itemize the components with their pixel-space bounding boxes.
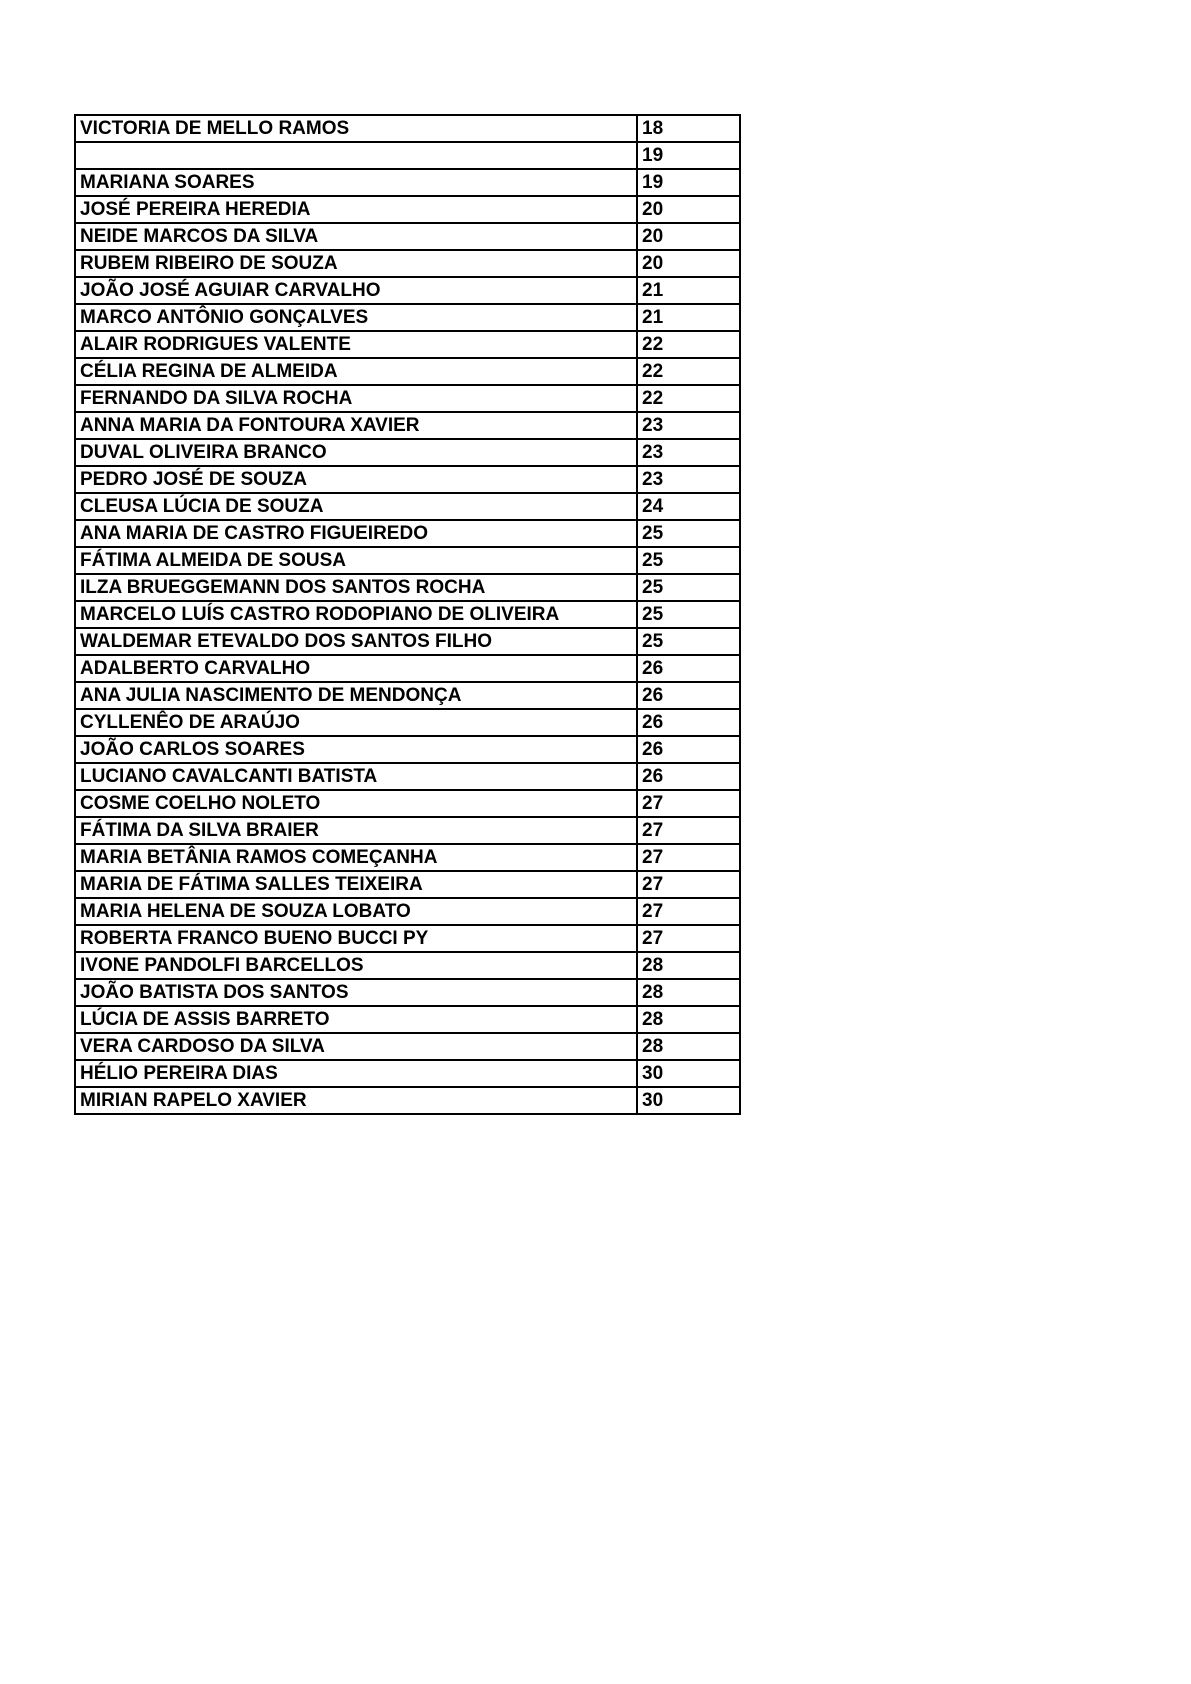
- name-cell: MIRIAN RAPELO XAVIER: [75, 1087, 637, 1114]
- name-cell: MARIA HELENA DE SOUZA LOBATO: [75, 898, 637, 925]
- number-cell: 26: [637, 682, 740, 709]
- name-cell: NEIDE MARCOS DA SILVA: [75, 223, 637, 250]
- number-cell: 30: [637, 1060, 740, 1087]
- number-cell: 25: [637, 574, 740, 601]
- name-cell: VICTORIA DE MELLO RAMOS: [75, 115, 637, 142]
- name-cell: MARIANA SOARES: [75, 169, 637, 196]
- name-cell: CYLLENÊO DE ARAÚJO: [75, 709, 637, 736]
- name-cell: JOSÉ PEREIRA HEREDIA: [75, 196, 637, 223]
- table-row: [75, 439, 740, 466]
- table-row: [75, 763, 740, 790]
- table-row: [75, 142, 740, 169]
- name-cell: ADALBERTO CARVALHO: [75, 655, 637, 682]
- number-cell: 26: [637, 736, 740, 763]
- name-cell: IVONE PANDOLFI BARCELLOS: [75, 952, 637, 979]
- table-row: [75, 655, 740, 682]
- name-cell: LUCIANO CAVALCANTI BATISTA: [75, 763, 637, 790]
- number-cell: 23: [637, 412, 740, 439]
- name-cell: FÁTIMA DA SILVA BRAIER: [75, 817, 637, 844]
- name-cell: ANA MARIA DE CASTRO FIGUEIREDO: [75, 520, 637, 547]
- table-row: [75, 547, 740, 574]
- number-cell: 25: [637, 628, 740, 655]
- number-cell: 27: [637, 790, 740, 817]
- name-cell: HÉLIO PEREIRA DIAS: [75, 1060, 637, 1087]
- name-cell: JOÃO JOSÉ AGUIAR CARVALHO: [75, 277, 637, 304]
- number-cell: 23: [637, 466, 740, 493]
- table-row: [75, 574, 740, 601]
- table-row: [75, 817, 740, 844]
- table-row: [75, 952, 740, 979]
- table-row: [75, 628, 740, 655]
- table-body: [75, 115, 740, 1114]
- number-cell: 18: [637, 115, 740, 142]
- number-cell: 30: [637, 1087, 740, 1114]
- name-cell: FERNANDO DA SILVA ROCHA: [75, 385, 637, 412]
- table-row: [75, 979, 740, 1006]
- number-cell: 19: [637, 142, 740, 169]
- table-row: [75, 790, 740, 817]
- number-cell: 25: [637, 601, 740, 628]
- name-cell: CLEUSA LÚCIA DE SOUZA: [75, 493, 637, 520]
- table-row: [75, 196, 740, 223]
- number-cell: 28: [637, 1033, 740, 1060]
- table-row: [75, 304, 740, 331]
- table-row: [75, 1060, 740, 1087]
- name-cell: RUBEM RIBEIRO DE SOUZA: [75, 250, 637, 277]
- number-cell: 21: [637, 277, 740, 304]
- name-cell: [75, 142, 637, 169]
- table-row: [75, 385, 740, 412]
- name-cell: ANA JULIA NASCIMENTO DE MENDONÇA: [75, 682, 637, 709]
- name-cell: PEDRO JOSÉ DE SOUZA: [75, 466, 637, 493]
- table-row: [75, 466, 740, 493]
- table-row: [75, 250, 740, 277]
- number-cell: 20: [637, 223, 740, 250]
- name-cell: MARIA BETÂNIA RAMOS COMEÇANHA: [75, 844, 637, 871]
- name-cell: ALAIR RODRIGUES VALENTE: [75, 331, 637, 358]
- table-row: [75, 493, 740, 520]
- number-cell: 27: [637, 817, 740, 844]
- number-cell: 23: [637, 439, 740, 466]
- number-cell: 28: [637, 952, 740, 979]
- name-cell: VERA CARDOSO DA SILVA: [75, 1033, 637, 1060]
- number-cell: 28: [637, 979, 740, 1006]
- table-row: [75, 844, 740, 871]
- name-cell: CÉLIA REGINA DE ALMEIDA: [75, 358, 637, 385]
- table-row: [75, 520, 740, 547]
- table-row: [75, 412, 740, 439]
- number-cell: 26: [637, 709, 740, 736]
- table-row: [75, 1006, 740, 1033]
- name-cell: COSME COELHO NOLETO: [75, 790, 637, 817]
- name-cell: DUVAL OLIVEIRA BRANCO: [75, 439, 637, 466]
- number-cell: 25: [637, 520, 740, 547]
- name-cell: MARCO ANTÔNIO GONÇALVES: [75, 304, 637, 331]
- table-row: [75, 331, 740, 358]
- name-cell: WALDEMAR ETEVALDO DOS SANTOS FILHO: [75, 628, 637, 655]
- table-row: [75, 1087, 740, 1114]
- table-row: [75, 115, 740, 142]
- name-cell: MARCELO LUÍS CASTRO RODOPIANO DE OLIVEIRA: [75, 601, 637, 628]
- table-row: [75, 223, 740, 250]
- number-cell: 24: [637, 493, 740, 520]
- names-table: [74, 114, 741, 1115]
- number-cell: 20: [637, 196, 740, 223]
- table-row: [75, 925, 740, 952]
- table-row: [75, 898, 740, 925]
- number-cell: 27: [637, 925, 740, 952]
- table-row: [75, 682, 740, 709]
- number-cell: 21: [637, 304, 740, 331]
- name-cell: LÚCIA DE ASSIS BARRETO: [75, 1006, 637, 1033]
- name-cell: MARIA DE FÁTIMA SALLES TEIXEIRA: [75, 871, 637, 898]
- number-cell: 22: [637, 358, 740, 385]
- name-cell: JOÃO BATISTA DOS SANTOS: [75, 979, 637, 1006]
- number-cell: 22: [637, 385, 740, 412]
- name-cell: JOÃO CARLOS SOARES: [75, 736, 637, 763]
- number-cell: 28: [637, 1006, 740, 1033]
- name-cell: FÁTIMA ALMEIDA DE SOUSA: [75, 547, 637, 574]
- number-cell: 26: [637, 763, 740, 790]
- name-cell: ILZA BRUEGGEMANN DOS SANTOS ROCHA: [75, 574, 637, 601]
- name-cell: ANNA MARIA DA FONTOURA XAVIER: [75, 412, 637, 439]
- number-cell: 25: [637, 547, 740, 574]
- table-row: [75, 358, 740, 385]
- table-row: [75, 169, 740, 196]
- table-row: [75, 601, 740, 628]
- number-cell: 27: [637, 871, 740, 898]
- table-row: [75, 709, 740, 736]
- table-row: [75, 1033, 740, 1060]
- number-cell: 19: [637, 169, 740, 196]
- table-row: [75, 277, 740, 304]
- number-cell: 26: [637, 655, 740, 682]
- name-cell: ROBERTA FRANCO BUENO BUCCI PY: [75, 925, 637, 952]
- table-row: [75, 736, 740, 763]
- number-cell: 27: [637, 898, 740, 925]
- number-cell: 22: [637, 331, 740, 358]
- number-cell: 27: [637, 844, 740, 871]
- table-row: [75, 871, 740, 898]
- number-cell: 20: [637, 250, 740, 277]
